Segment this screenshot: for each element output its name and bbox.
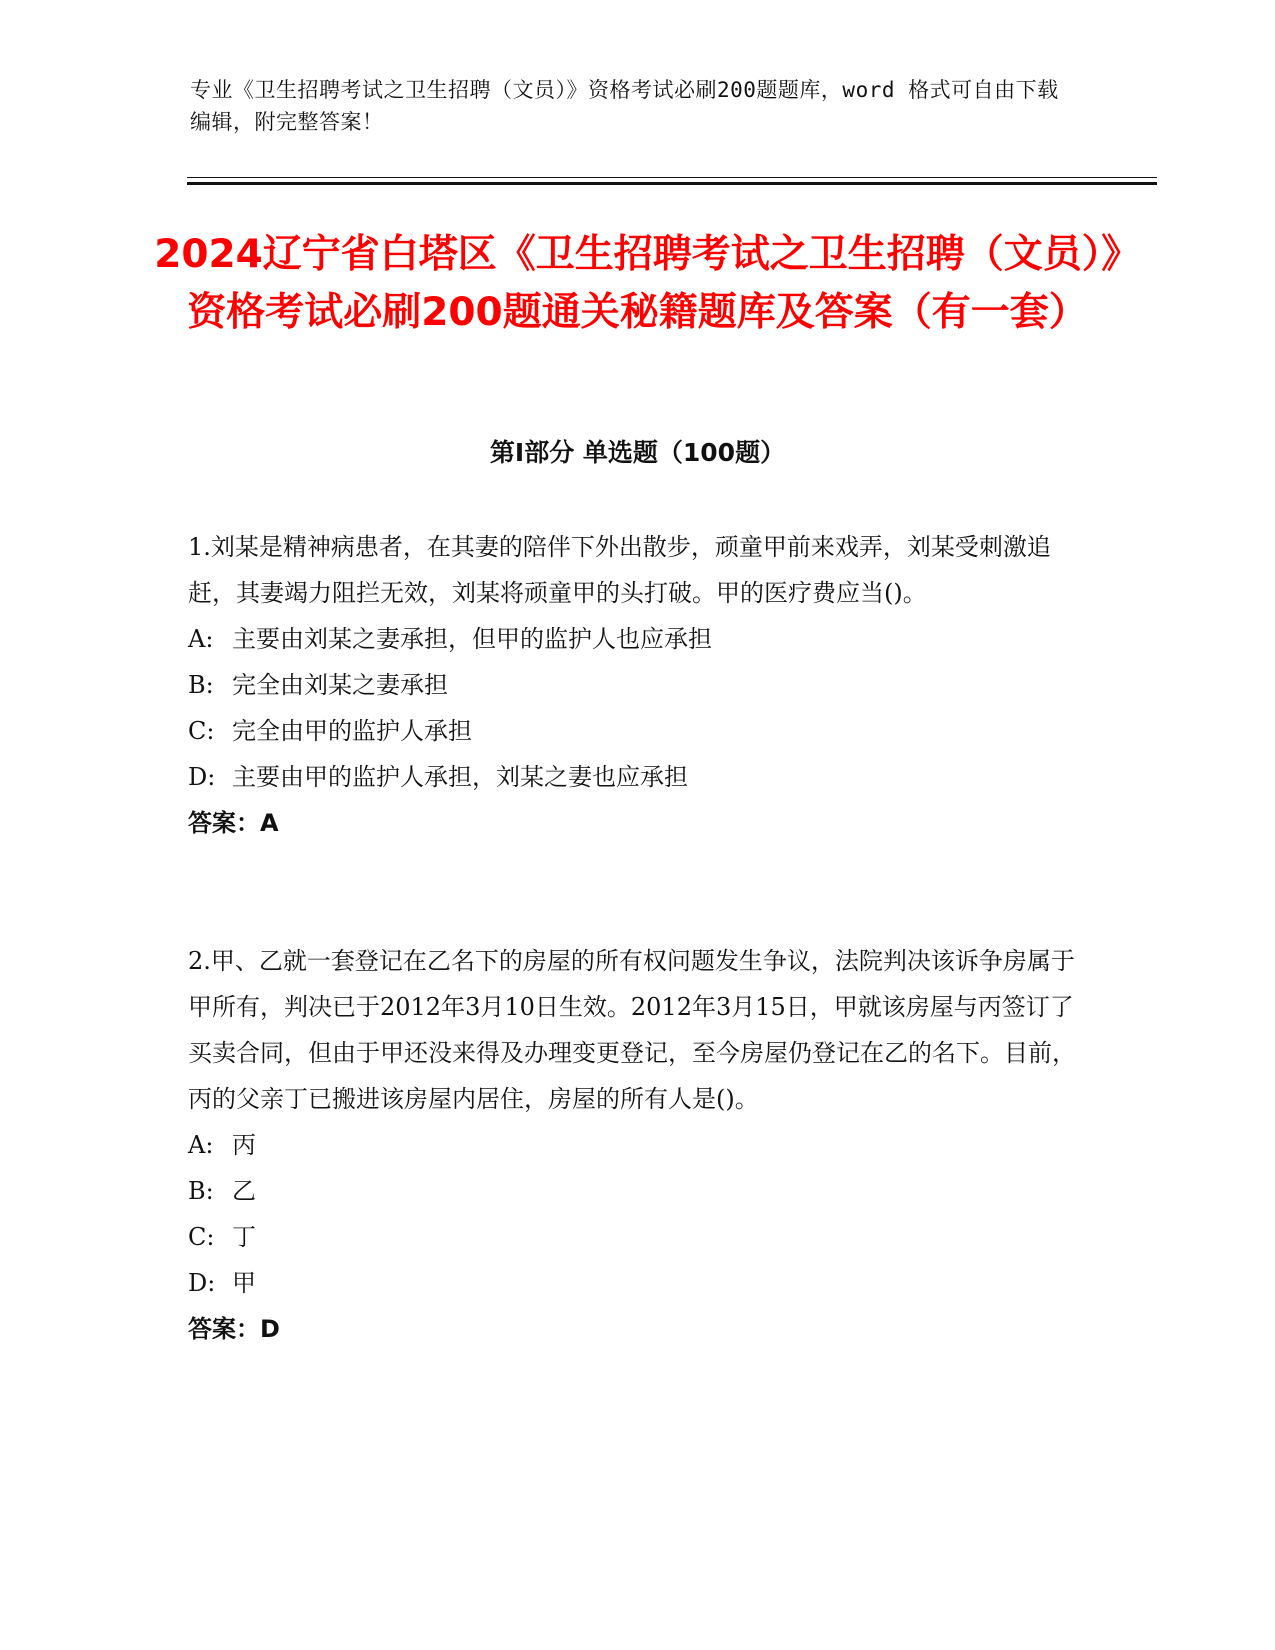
question-stem: 2.甲、乙就一套登记在乙名下的房屋的所有权问题发生争议，法院判决该诉争房属于甲所有，判决已于2012年3月10日生效。2012年3月15日，甲就该房屋与丙签订了买卖合同，但由于甲还没来得及办理变更登记，至今房屋仍登记在乙的名下。目前，丙的父亲丁已搬进该房屋内居住，房屋的所有人是()。 [188,947,1076,1113]
option-text: 主要由刘某之妻承担，但甲的监护人也应承担 [232,625,712,653]
option-text: 甲 [232,1269,256,1297]
option-letter: A: [188,625,214,653]
section-title: 第Ⅰ部分 单选题（100题） [489,438,786,467]
question-stem: 1.刘某是精神病患者，在其妻的陪伴下外出散步，顽童甲前来戏弄，刘某受刺激追赶，其妻竭力阻拦无效，刘某将顽童甲的头打破。甲的医疗费应当()。 [188,533,1051,607]
answer: 答案：A [188,809,279,837]
option-c [188,708,1088,754]
option-letter: C: [188,1223,215,1251]
question-1 [188,524,1088,846]
option-b [188,1168,1088,1214]
document-title: 2024辽宁省白塔区《卫生招聘考试之卫生招聘（文员）》资格考试必刷200题通关秘籍题库及答案（有一套） [154,232,1121,335]
option-d [188,1260,1088,1306]
header-note: 专业《卫生招聘考试之卫生招聘（文员）》资格考试必刷200题题库，word 格式可自由下载编辑，附完整答案！ [190,78,1059,134]
option-text: 丙 [232,1131,256,1159]
question-2 [188,938,1088,1352]
option-text: 完全由刘某之妻承担 [232,671,448,699]
option-letter: A: [188,1131,214,1159]
option-letter: B: [188,1177,214,1205]
option-letter: C: [188,717,215,745]
option-a [188,1122,1088,1168]
option-text: 完全由甲的监护人承担 [232,717,472,745]
option-b [188,662,1088,708]
option-letter: D: [188,1269,216,1297]
answer: 答案：D [188,1315,280,1343]
option-c [188,1214,1088,1260]
option-letter: D: [188,763,216,791]
option-a [188,616,1088,662]
option-text: 主要由甲的监护人承担，刘某之妻也应承担 [232,763,688,791]
option-letter: B: [188,671,214,699]
option-text: 丁 [232,1223,256,1251]
option-d [188,754,1088,800]
header-divider-thin [187,177,1157,178]
option-text: 乙 [232,1177,256,1205]
header-divider-thick [187,182,1157,185]
